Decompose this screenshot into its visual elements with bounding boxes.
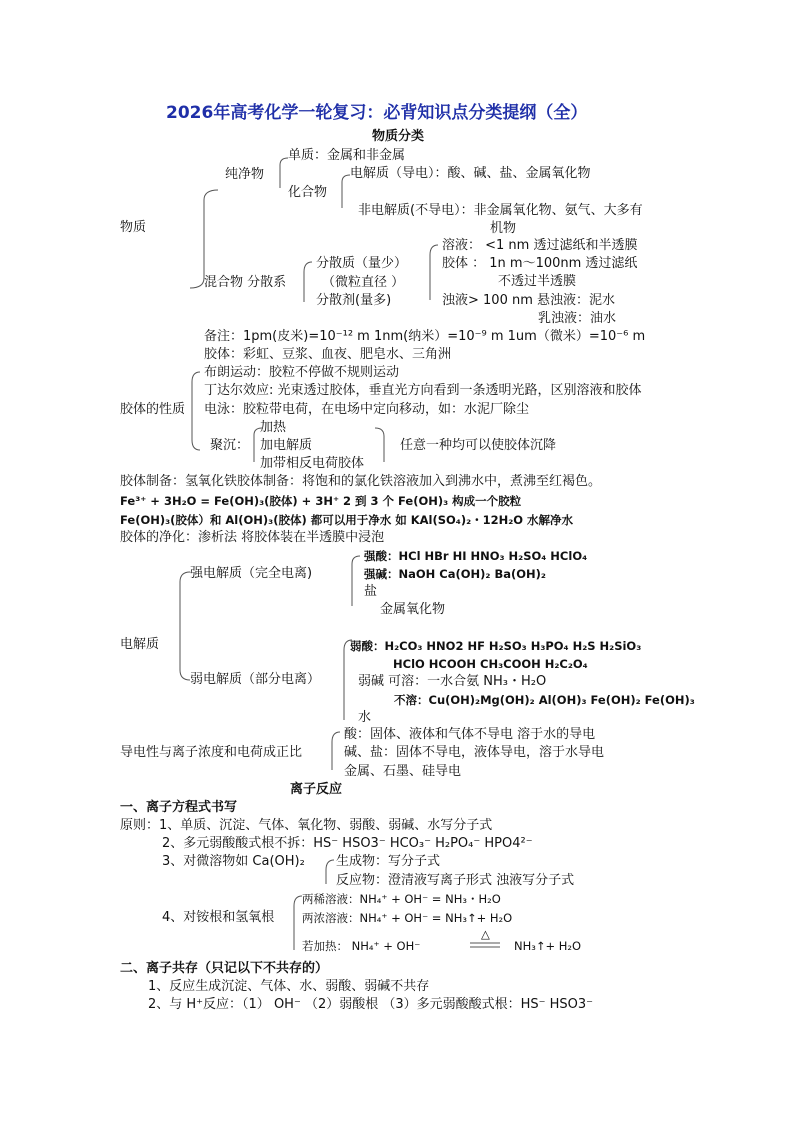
node-colloid: 胶体 ： 1n m～100nm 透过滤纸 — [442, 256, 638, 271]
prep-line4: 胶体的净化：渗析法 将胶体装在半透膜中浸泡 — [120, 530, 385, 545]
section-ion-coexistence: 二、离子共存（只记以下不共存的） — [120, 961, 329, 976]
node-matter: 物质 — [120, 220, 147, 235]
node-mixture: 混合物 分散系 — [204, 275, 287, 290]
rule-4-heated-products: NH₃↑+ H₂O — [514, 939, 582, 953]
node-particle-d: （微粒直径 ） — [322, 275, 405, 290]
prep-line3: Fe(OH)₃(胶体）和 Al(OH)₃(胶体) 都可以用于净水 如 KAl(SO₄)₂・12H₂O 水解净水 — [120, 513, 574, 527]
rule-4-concentrated: 两浓溶液：NH₄⁺ + OH⁻ = NH₃↑+ H₂O — [302, 911, 513, 925]
coexist-1: 1、反应生成沉淀、气体、水、弱酸、弱碱不共存 — [148, 979, 430, 994]
prop-electrophoresis: 电泳：胶粒带电荷，在电场中定向移动，如：水泥厂除尘 — [204, 402, 530, 417]
salt: 盐 — [364, 584, 378, 599]
conductivity-base-salt: 碱、盐：固体不导电，液体导电，溶于水导电 — [344, 745, 605, 760]
rule-4: 4、对铵根和氢氧根 — [162, 910, 275, 925]
node-dispersant: 分散剂(量多) — [316, 293, 392, 308]
node-colloid-cont: 不透过半透膜 — [498, 274, 577, 289]
node-non-electrolyte-cont: 机物 — [490, 221, 517, 236]
coexist-2: 2、与 H⁺反应：（1） OH⁻ （2）弱酸根 （3）多元弱酸酸式根：HS⁻ HSO3⁻ — [148, 997, 594, 1012]
node-turbid: 浊液> 100 nm 悬浊液：泥水 — [442, 293, 616, 308]
prop-tyndall: 丁达尔效应: 光束透过胶体，垂直光方向看到一条透明光路，区别溶液和胶体 — [204, 383, 642, 398]
rule-3-reactant: 反应物：澄清液写离子形式 浊液写分子式 — [336, 873, 575, 888]
node-compound: 化合物 — [288, 185, 328, 200]
weak-acid-cont: HClO HCOOH CH₃COOH H₂C₂O₄ — [393, 657, 588, 671]
node-non-electrolyte: 非电解质(不导电）：非金属氧化物、氨气、大多有 — [358, 203, 643, 218]
conductivity-label: 导电性与离子浓度和电荷成正比 — [120, 745, 303, 760]
heading-ion-reaction: 离子反应 — [290, 782, 343, 797]
rule-2: 2、多元弱酸酸式根不拆：HS⁻ HSO3⁻ HCO₃⁻ H₂PO₄⁻ HPO4²⁻ — [162, 836, 533, 851]
section-ion-equation: 一、离子方程式书写 — [120, 800, 238, 815]
node-electrolyte: 电解质（导电）：酸、碱、盐、金属氧化物 — [350, 166, 591, 181]
page-title: 2026年高考化学一轮复习：必背知识点分类提纲（全） — [166, 103, 588, 123]
weak-acid: 弱酸：H₂CO₃ HNO2 HF H₂SO₃ H₃PO₄ H₂S H₂SiO₃ — [350, 639, 642, 653]
strong-electrolyte: 强电解质（完全电离) — [190, 566, 313, 581]
rule-4-dilute: 两稀溶液：NH₄⁺ + OH⁻ = NH₃・H₂O — [302, 892, 501, 906]
coag-heat: 加热 — [260, 420, 287, 435]
strong-acid: 强酸：HCl HBr HI HNO₃ H₂SO₄ HClO₄ — [364, 549, 588, 563]
prop-coagulation: 聚沉： — [210, 438, 250, 453]
rule-1: 原则：1、单质、沉淀、气体、氧化物、弱酸、弱碱、水写分子式 — [120, 818, 493, 833]
conductivity-acid: 酸：固体、液体和气体不导电 溶于水的导电 — [344, 727, 596, 742]
weak-base-insoluble: 不溶：Cu(OH)₂Mg(OH)₂ Al(OH)₃ Fe(OH)₂ Fe(OH)₃ — [394, 693, 695, 707]
prep-line1: 胶体制备：氢氧化铁胶体制备：将饱和的氯化铁溶液加入到沸水中，煮沸至红褐色。 — [120, 474, 602, 489]
note-colloid-examples: 胶体：彩虹、豆浆、血夜、肥皂水、三角洲 — [204, 347, 452, 362]
rule-4-heated: 若加热： NH₄⁺ + OH⁻ — [302, 939, 421, 953]
node-emulsion: 乳浊液：油水 — [538, 311, 617, 326]
note-units: 备注：1pm(皮米)=10⁻¹² m 1nm(纳米）=10⁻⁹ m 1um（微米）=10⁻⁶ m — [204, 329, 646, 344]
weak-electrolyte: 弱电解质（部分电离） — [190, 672, 321, 687]
strong-base: 强碱：NaOH Ca(OH)₂ Ba(OH)₂ — [364, 567, 546, 581]
node-solution: 溶液： <1 nm 透过滤纸和半透膜 — [442, 238, 638, 253]
coag-note: 任意一种均可以使胶体沉降 — [400, 438, 557, 453]
rule-3: 3、对微溶物如 Ca(OH)₂ — [162, 854, 305, 869]
node-element: 单质：金属和非金属 — [288, 148, 406, 163]
conductivity-metals: 金属、石墨、硅导电 — [344, 764, 462, 779]
electrolyte-root: 电解质 — [120, 637, 160, 652]
prop-brownian: 布朗运动：胶粒不停做不规则运动 — [204, 365, 400, 380]
coag-electrolyte: 加电解质 — [260, 438, 313, 453]
heading-classification: 物质分类 — [372, 129, 425, 144]
node-dispersoid: 分散质（量少） — [316, 256, 408, 271]
weak-base: 弱碱 可溶：一水合氨 NH₃・H₂O — [358, 674, 547, 689]
coag-opposite: 加带相反电荷胶体 — [260, 456, 365, 471]
prep-equation: Fe³⁺ + 3H₂O = Fe(OH)₃(胶体) + 3H⁺ 2 到 3 个 Fe(OH)₃ 构成一个胶粒 — [120, 494, 522, 508]
node-pure: 纯净物 — [225, 167, 265, 182]
water: 水 — [358, 710, 372, 725]
heat-symbol: △ — [481, 927, 490, 941]
colloid-properties-label: 胶体的性质 — [120, 402, 186, 417]
metal-oxide: 金属氧化物 — [380, 602, 446, 617]
rule-3-product: 生成物：写分子式 — [336, 854, 441, 869]
